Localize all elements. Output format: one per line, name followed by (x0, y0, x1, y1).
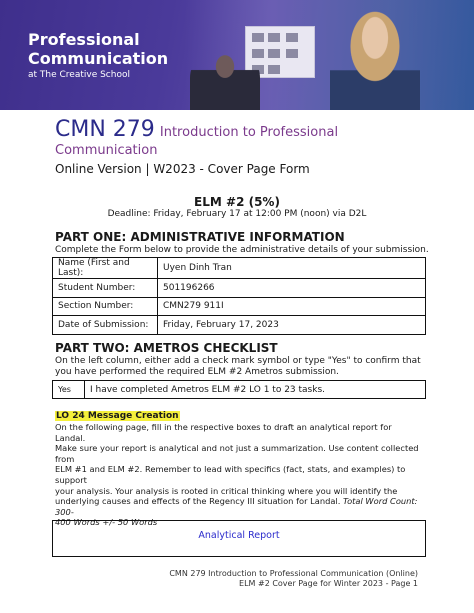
word-count-note-continued: 400 Words +/- 50 Words (55, 517, 158, 528)
banner-photo-person-left (190, 48, 260, 110)
name-value[interactable]: Uyen Dinh Tran (158, 258, 426, 279)
submission-date-label: Date of Submission: (53, 316, 158, 335)
part-two-title: PART TWO: AMETROS CHECKLIST (55, 341, 278, 355)
checklist-confirm-cell[interactable]: Yes (53, 381, 85, 399)
course-name: Introduction to Professional (159, 125, 339, 140)
submission-date-value[interactable]: Friday, February 17, 2023 (158, 316, 426, 335)
admin-info-table (52, 257, 426, 335)
student-number-label: Student Number: (53, 279, 158, 298)
page-footer (169, 569, 418, 589)
name-label: Name (First and Last): (53, 258, 158, 279)
part-two-description: On the left column, either add a check mark symbol or type "Yes" to confirm that you have performed the required ELM #2 Ametros submission. (55, 356, 421, 377)
header-banner (0, 0, 474, 110)
section-number-value[interactable]: CMN279 911I (158, 297, 426, 316)
course-name-continued: Communication (55, 143, 158, 158)
course-code: CMN 279 (55, 117, 155, 142)
analytical-report-box (52, 520, 426, 557)
part-one-description: Complete the Form below to provide the administrative details of your submission. (55, 245, 429, 255)
table-row (53, 297, 426, 316)
word-count-note: Total Word Count: 300- (55, 496, 418, 517)
course-version: Online Version | W2023 - Cover Page Form (55, 162, 310, 176)
student-number-value[interactable]: 501196266 (158, 279, 426, 298)
lo-24-instructions: On the following page, fill in the respective boxes to draft an analytical report for Landal. Make sure your report is analytical and not just a summarization. Use content collected from ELM #1 and ELM #2. Remember to lead with specifics (fact, stats, and examples) to support your analysis. Your analysis is rooted in critical thinking where you will identify the underlying causes and effects of the Regency III situation for Landal. Total Word Count: 300- 400 Words +/- 50 Words (55, 422, 419, 528)
banner-title: Professional Communication (28, 30, 169, 68)
section-number-label: Section Number: (53, 297, 158, 316)
table-row (53, 258, 426, 279)
table-row (53, 381, 426, 399)
banner-photo-person-right (330, 4, 420, 110)
part-one-title: PART ONE: ADMINISTRATIVE INFORMATION (55, 230, 345, 244)
checklist-task-text: I have completed Ametros ELM #2 LO 1 to 23 tasks. (85, 381, 426, 399)
lo-24-title: LO 24 Message Creation (56, 411, 179, 421)
course-heading (55, 117, 455, 146)
analytical-report-link[interactable]: Analytical Report (198, 530, 280, 541)
assignment-deadline: Deadline: Friday, February 17 at 12:00 PM (noon) via D2L (107, 209, 367, 219)
table-row (53, 279, 426, 298)
footer-course: CMN 279 Introduction to Professional Communication (Online) (169, 569, 418, 578)
assignment-title: ELM #2 (5%) (194, 195, 280, 209)
ametros-checklist-table (52, 380, 426, 399)
banner-subtitle: at The Creative School (28, 70, 130, 80)
table-row (53, 316, 426, 335)
footer-page: ELM #2 Cover Page for Winter 2023 - Page 1 (239, 579, 418, 588)
